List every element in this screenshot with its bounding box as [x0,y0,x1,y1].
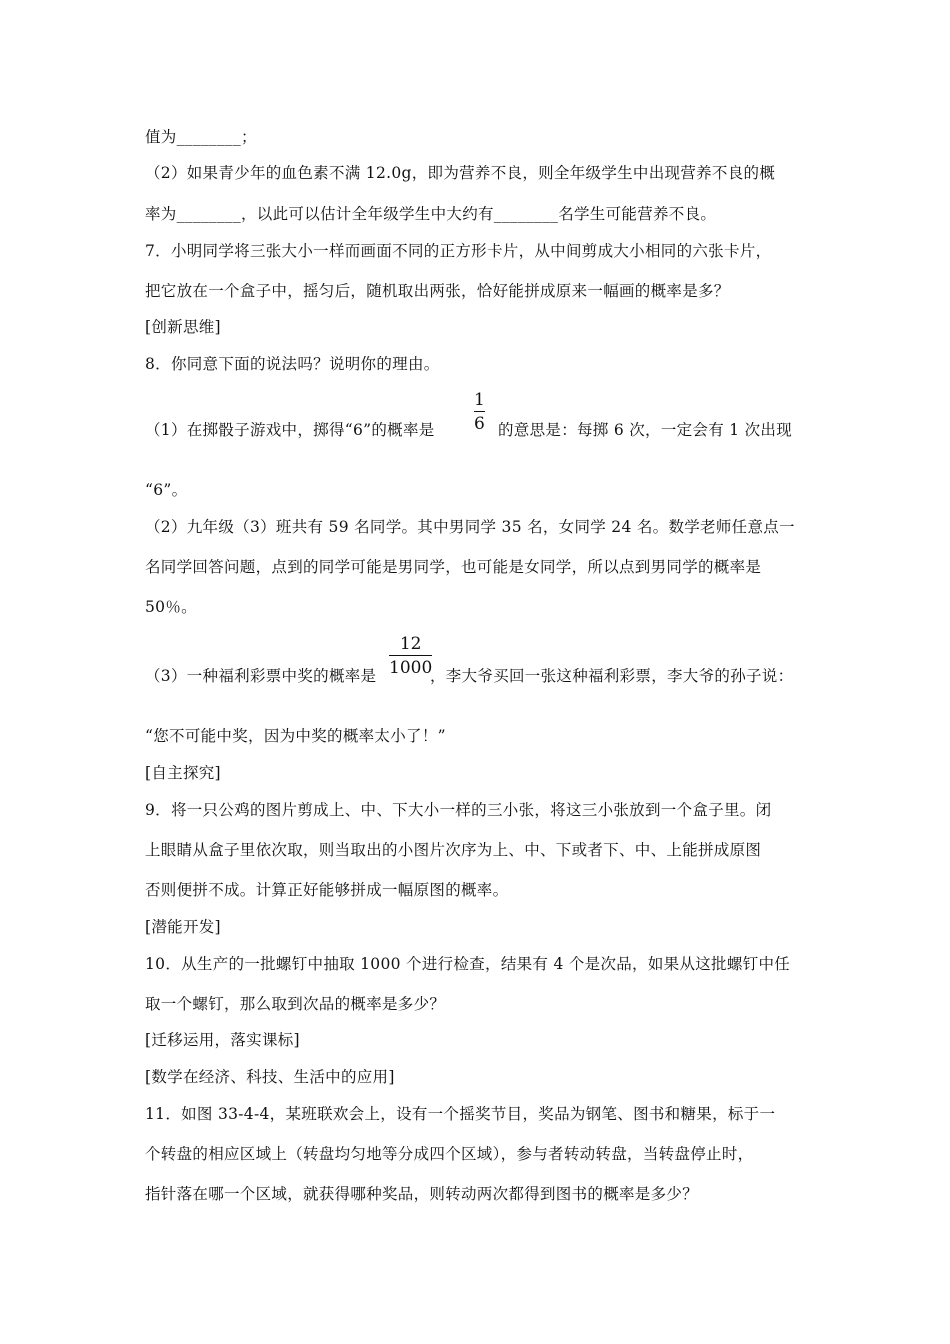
question-11: 11．如图 33-4-4，某班联欢会上，设有一个摇奖节目，奖品为钢笔、图书和糖果，标于一 [145,1105,776,1123]
text-line: “您不可能中奖，因为中奖的概率太小了！” [145,727,446,745]
text-line: ，李大爷买回一张这种福利彩票，李大爷的孙子说： [430,667,794,685]
fraction-one-sixth [474,390,485,434]
section-heading: [数学在经济、科技、生活中的应用] [145,1068,395,1086]
text-line: 的意思是：每掷 6 次，一定会有 1 次出现 [498,421,793,439]
text-line: 指针落在哪一个区域，就获得哪种奖品，则转动两次都得到图书的概率是多少？ [145,1185,699,1203]
text-line: （2）九年级（3）班共有 59 名同学。其中男同学 35 名，女同学 24 名。数学老师任意点一 [145,518,795,536]
text-line: （3）一种福利彩票中奖的概率是 [145,667,377,685]
question-8: 8．你同意下面的说法吗？说明你的理由。 [145,355,440,373]
fraction-numerator: 1 [474,390,485,410]
text-line: 取一个螺钉，那么取到次品的概率是多少？ [145,995,446,1013]
text-line: 名同学回答问题，点到的同学可能是男同学，也可能是女同学，所以点到男同学的概率是 [145,558,762,576]
text-line: 个转盘的相应区域上（转盘均匀地等分成四个区域），参与者转动转盘，当转盘停止时， [145,1145,754,1163]
section-heading: [创新思维] [145,318,221,336]
text-line: 否则便拼不成。计算正好能够拼成一幅原图的概率。 [145,881,509,899]
fraction-numerator: 12 [399,634,422,654]
text-line: “6”。 [145,481,188,499]
text-line: （2）如果青少年的血色素不满 12.0g，即为营养不良，则全年级学生中出现营养不良的概 [145,164,776,182]
fraction-denominator: 1000 [389,658,433,678]
fraction-denominator: 6 [474,414,485,434]
section-heading: [自主探究] [145,764,221,782]
question-10: 10．从生产的一批螺钉中抽取 1000 个进行检查，结果有 4 个是次品，如果从这批螺钉中任 [145,955,791,973]
question-9: 9．将一只公鸡的图片剪成上、中、下大小一样的三小张，将这三小张放到一个盒子里。闭 [145,801,772,819]
fraction-bar [474,411,485,412]
section-heading: [迁移运用，落实课标] [145,1031,300,1049]
text-line: 50％。 [145,598,197,616]
fraction-bar [389,655,432,656]
text-line: 把它放在一个盒子中，摇匀后，随机取出两张，恰好能拼成原来一幅画的概率是多？ [145,282,730,300]
text-line: （1）在掷骰子游戏中，掷得“6”的概率是 [145,421,435,439]
question-7: 7．小明同学将三张大小一样而画面不同的正方形卡片，从中间剪成大小相同的六张卡片， [145,242,772,260]
section-heading: [潜能开发] [145,918,221,936]
fraction-12-over-1000 [389,634,432,678]
text-line: 率为________，以此可以估计全年级学生中大约有________名学生可能营养不良。 [145,205,717,223]
text-line: 值为________； [145,128,257,146]
text-line: 上眼睛从盒子里依次取，则当取出的小图片次序为上、中、下或者下、中、上能拼成原图 [145,841,762,859]
